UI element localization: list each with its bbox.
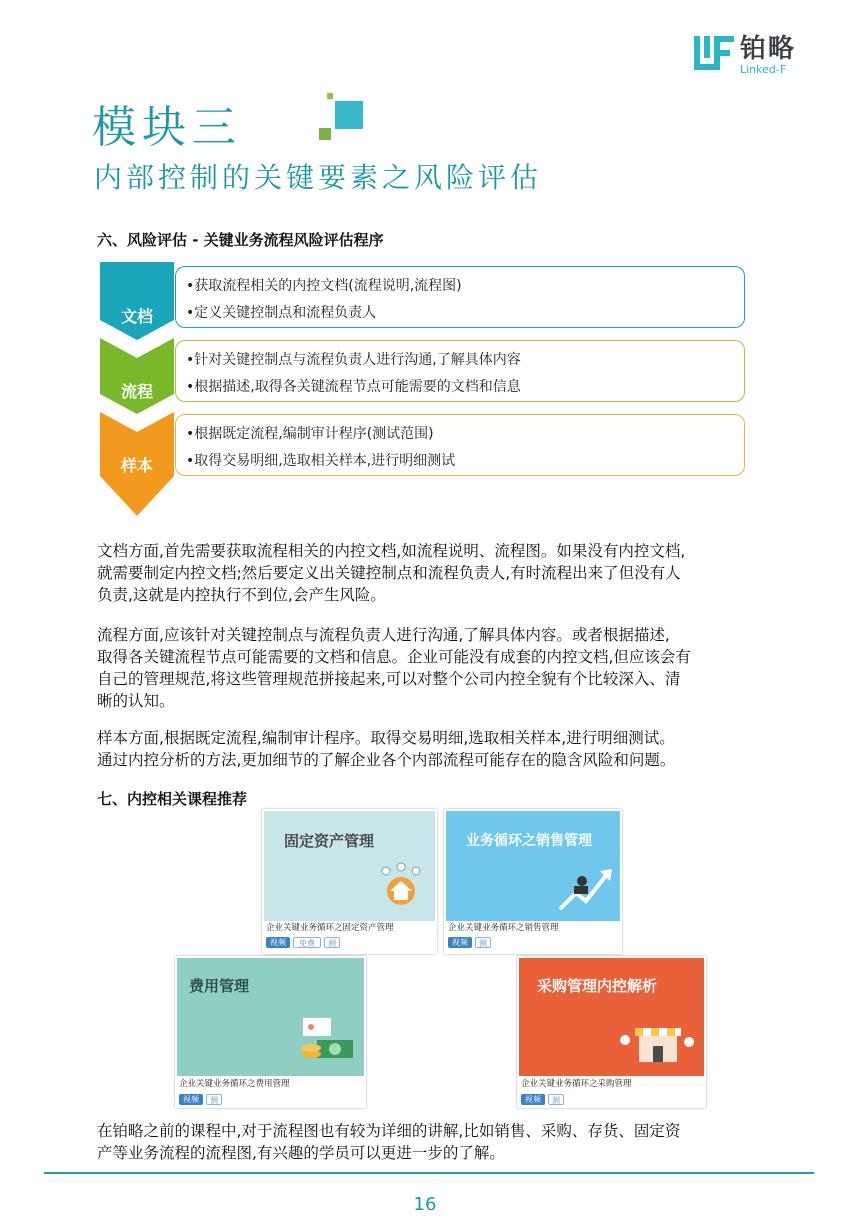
growth-chart-icon [556,863,614,915]
tag-video: 视频 [179,1094,203,1105]
course-name: 企业关键业务循环之采购管理 [521,1079,632,1089]
course-card-procurement[interactable] [517,956,706,1108]
paragraph-line: 文档方面,首先需要获取流程相关的内控文档,如流程说明、流程图。如果没有内控文档, [97,542,686,560]
tag-video: 视频 [448,937,472,948]
brand-logo [694,34,814,74]
store-icon [617,1016,697,1068]
tag-video: 视频 [521,1094,545,1105]
paragraph-closing [97,1120,777,1164]
step-box-sample [175,414,745,476]
paragraph-process [97,624,777,712]
paragraph-line: 取得各关键流程节点可能需要的文档和信息。企业可能没有成套的内控文档,但应该会有 [97,648,691,666]
step-label-docs: 文档 [120,307,153,326]
section-heading-risk-assessment: 六、风险评估 - 关键业务流程风险评估程序 [97,231,384,249]
module-subtitle: 内部控制的关键要素之风险评估 [94,161,543,194]
section-heading-courses: 七、内控相关课程推荐 [97,790,248,808]
paragraph-line: 样本方面,根据既定流程,编制审计程序。取得交易明细,选取相关样本,进行明细测试。 [97,729,675,747]
tag-video: 视频 [266,937,290,948]
tag-quiz: 测 [324,937,340,948]
step-line: •定义关键控制点和流程负责人 [186,305,377,321]
money-icon [297,1014,357,1062]
course-cover [519,958,704,1076]
tag-quiz: 测 [548,1094,564,1105]
course-name: 企业关键业务循环之销售管理 [448,923,559,933]
cover-title: 业务循环之销售管理 [466,833,592,849]
paragraph-line: 在铂略之前的课程中,对于流程图也有较为详细的讲解,比如销售、采购、存货、固定资 [97,1122,681,1140]
paragraph-line: 产等业务流程的流程图,有兴趣的学员可以更进一步的了解。 [97,1144,505,1162]
chevron-process [100,338,174,414]
course-name: 企业关键业务循环之固定资产管理 [266,923,394,933]
tag-quiz: 测 [206,1094,222,1105]
course-card-fixed-assets[interactable] [262,809,437,954]
decor-square-large [335,101,363,129]
cover-title: 费用管理 [189,977,250,995]
paragraph-line: 晰的认知。 [97,692,175,710]
course-card-sales[interactable] [444,809,622,954]
course-cover [177,958,364,1076]
step-label-process: 流程 [120,382,153,401]
course-cover [446,811,620,921]
decor-square-medium [319,128,331,140]
decor-square-small [327,93,333,99]
cover-title: 固定资产管理 [284,832,375,850]
footer-divider [44,1172,814,1174]
step-line: •根据既定流程,编制审计程序(测试范围) [186,426,434,442]
house-coin-icon [376,861,426,909]
step-line: •取得交易明细,选取相关样本,进行明细测试 [186,453,456,469]
logo-name-en: Linked-F [740,63,787,76]
paragraph-docs [97,540,777,606]
paragraph-line: 通过内控分析的方法,更加细节的了解企业各个内部流程可能存在的隐含风险和问题。 [97,751,676,769]
paragraph-line: 就需要制定内控文档;然后要定义出关键控制点和流程负责人,有时流程出来了但没有人 [97,564,681,582]
step-line: •获取流程相关的内控文档(流程说明,流程图) [186,278,462,294]
paragraph-line: 负责,这就是内控执行不到位,会产生风险。 [97,586,386,604]
course-card-expenses[interactable] [175,956,366,1108]
course-cover [264,811,435,921]
chevron-docs [100,262,174,340]
module-title: 模块三 [92,102,242,153]
paragraph-line: 自己的管理规范,将这些管理规范拼接起来,可以对整个公司内控全貌有个比较深入、清 [97,670,681,688]
step-line: •根据描述,取得各关键流程节点可能需要的文档和信息 [186,379,521,395]
step-label-sample: 样本 [120,456,153,475]
logo-name-cn: 铂略 [740,34,797,64]
logo-mark-icon [694,34,734,72]
tag-quiz: 测 [475,937,491,948]
step-box-process [175,340,745,402]
cover-title: 采购管理内控解析 [537,977,658,995]
tag-free: 免费 [293,937,321,948]
step-line: •针对关键控制点与流程负责人进行沟通,了解具体内容 [186,352,521,368]
course-name: 企业关键业务循环之费用管理 [179,1079,290,1089]
step-box-docs [175,266,745,328]
page-number: 16 [413,1194,437,1215]
paragraph-line: 流程方面,应该针对关键控制点与流程负责人进行沟通,了解具体内容。或者根据描述, [97,626,670,644]
paragraph-sample [97,727,777,771]
